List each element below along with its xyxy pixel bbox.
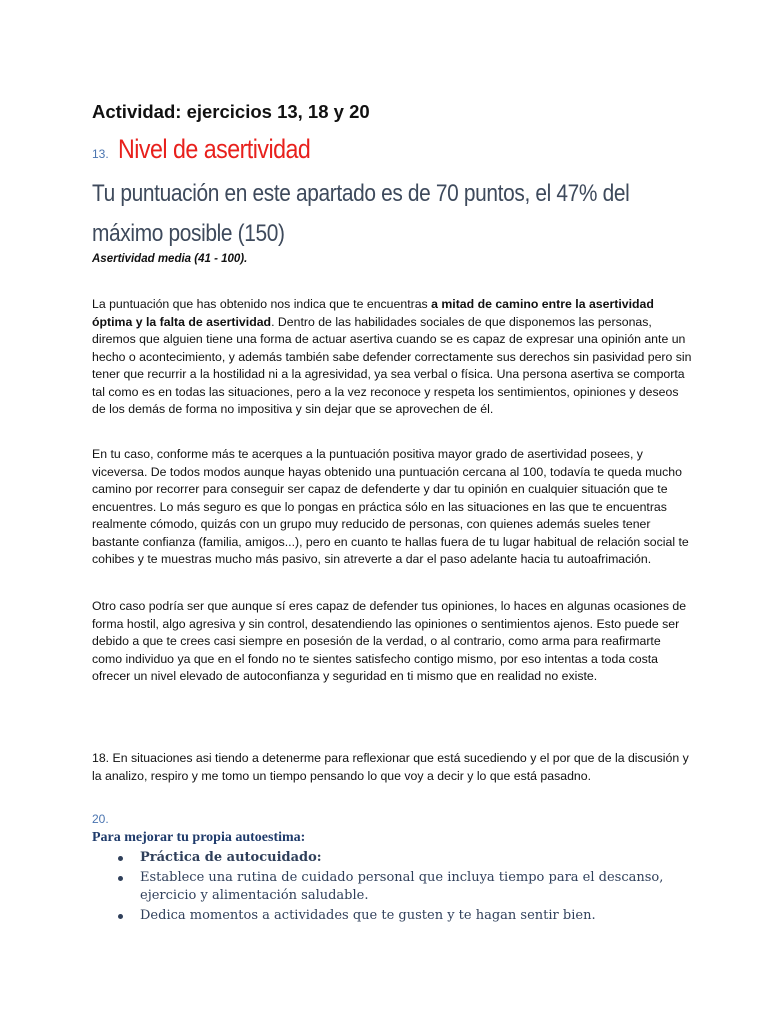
bullet-icon <box>118 876 123 881</box>
section-13-heading <box>92 134 342 165</box>
paragraph-interpretation <box>92 296 692 419</box>
paragraph-3-line-2: forma hostil, algo agresiva y sin control, desatendiendo las opiniones o sentimientos ajenos. Esto puede ser <box>92 616 680 631</box>
section-13-title: Nivel de asertividad <box>118 134 311 164</box>
section-20-number: 20. <box>92 812 109 826</box>
list-item <box>114 869 694 906</box>
score-statement <box>92 174 732 254</box>
paragraph-1-rest: . Dentro de las habilidades sociales de que disponemos las personas, diremos que alguien tiene una forma de actuar asertiva cuando se es capaz de expresar una opinión ante un hecho o acontecimiento, y además también sabe defender correctamente sus derechos sin pasividad pero sin tener que recurrir a la hostilidad ni a la agresividad, ya sea verbal o física. Una persona asertiva se comporta tal como es en todas las situaciones, pero a la vez reconoce y respeta los sentimientos, opiniones y deseos de los demás de forma no impositiva y sin dejar que se aprovechen de él. <box>92 314 692 416</box>
list-item-text: Práctica de autocuidado: <box>140 850 322 865</box>
paragraph-3-line-1: Otro caso podría ser que aunque sí eres capaz de defender tus opiniones, lo haces en algunas ocasiones de <box>92 599 687 613</box>
bullet-icon <box>118 914 123 919</box>
list-item <box>114 849 694 868</box>
paragraph-exercise-18: 18. En situaciones asi tiendo a detenerme para reflexionar que está sucediendo y el por que de la discusión y la analizo, respiro y me tomo un tiempo pensando lo que voy a decir y lo que está pasadno. <box>92 751 689 783</box>
list-item-text: Dedica momentos a actividades que te gusten y te hagan sentir bien. <box>140 907 596 923</box>
paragraph-your-case: En tu caso, conforme más te acerques a la puntuación positiva mayor grado de asertividad posees, y viceversa. De todos modos aunque hayas obtenido una puntuación cercana al 100, todavía te queda mucho camino por recorrer para conseguir ser capaz de defenderte y dar tu opinión en cualquier situación que te encuentres. Lo más seguro es que lo pongas en práctica sólo en las situaciones en las que te encuentras realmente cómodo, quizás con un grupo muy reducido de personas, con quienes además sueles tener bastante confianza (familia, amigos...), pero en cuanto te hallas fuera de tu lugar habitual de relación social te cohibes y te muestras mucho más pasivo, sin atreverte a dar el paso adelante hacia tu autoafrimación. <box>92 447 689 566</box>
self-esteem-list <box>114 849 694 926</box>
section-20-heading: Para mejorar tu propia autoestima: <box>92 830 306 845</box>
score-line-1: Tu puntuación en este apartado es de 70 puntos, el 47% del <box>92 180 630 207</box>
score-line-2: máximo posible (150) <box>92 220 285 247</box>
list-item-text: Establece una rutina de cuidado personal que incluya tiempo para el descanso, ejercicio y alimentación saludable. <box>140 869 664 903</box>
assertiveness-range: Asertividad media (41 - 100). <box>92 253 248 265</box>
paragraph-3-line-3: debido a que te crees casi siempre en posesión de la verdad, o al contrario, como arma para reafirmarte como individuo ya que en el fondo no te sientes satisfecho contigo mismo, por eso intentas a toda costa ofrecer un nivel elevado de autoconfianza y seguridad en ti mismo que en realidad no existe. <box>92 634 661 683</box>
section-13-number: 13. <box>92 147 109 161</box>
paragraph-1-bold: a mitad de camino entre la asertividad óptima y la falta de asertividad <box>92 297 654 329</box>
paragraph-1-intro: La puntuación que has obtenido nos indica que te encuentras <box>92 297 432 311</box>
list-item <box>114 907 694 926</box>
bullet-icon <box>118 856 123 861</box>
activity-title: Actividad: ejercicios 13, 18 y 20 <box>92 101 370 122</box>
paragraph-other-case <box>92 598 692 686</box>
